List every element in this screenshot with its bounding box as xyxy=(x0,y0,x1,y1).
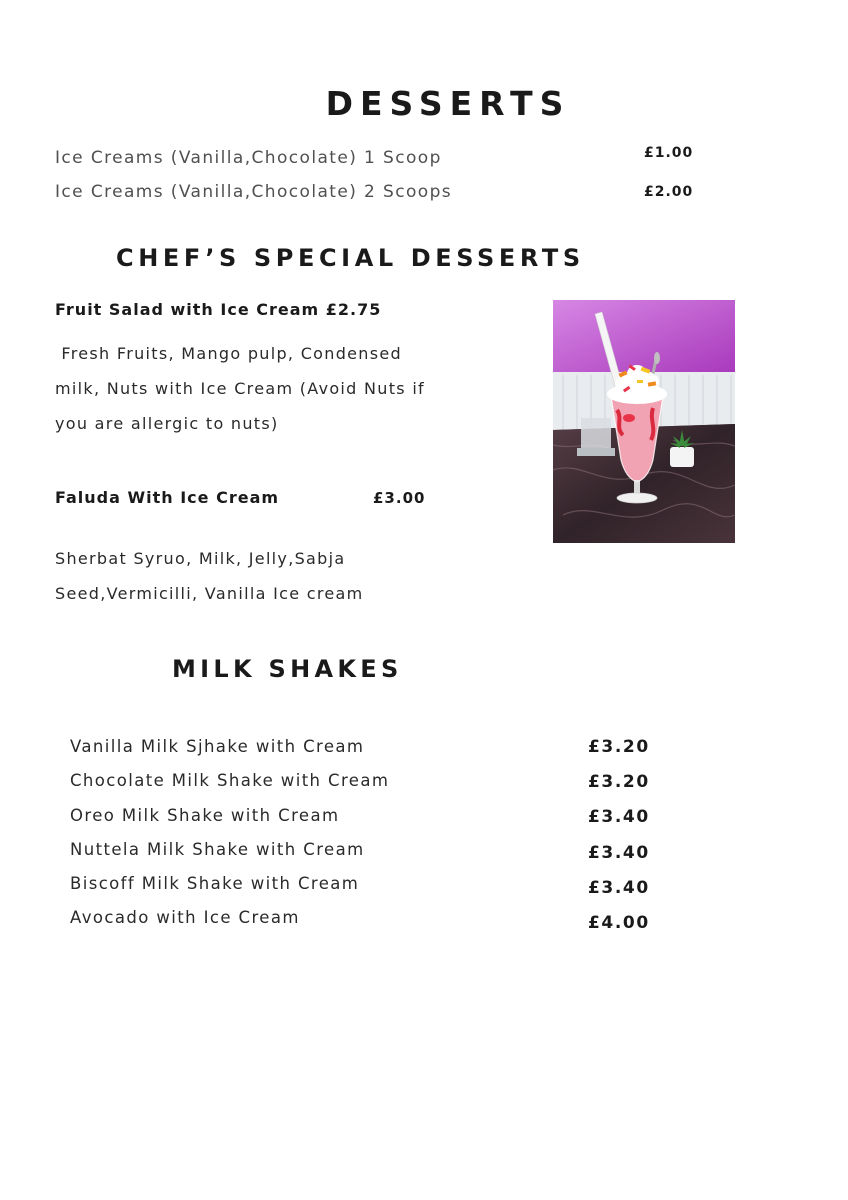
dessert-item-price: £2.00 xyxy=(644,184,694,200)
dessert-item-price: £1.00 xyxy=(644,145,694,161)
description-line: Seed,Vermicilli, Vanilla Ice cream xyxy=(55,584,364,603)
milkshake-name: Vanilla Milk Sjhake with Cream xyxy=(70,737,365,756)
milkshake-price: £3.20 xyxy=(588,772,650,792)
faluda-title: Faluda With Ice Cream xyxy=(55,488,280,507)
description-line: Sherbat Syruo, Milk, Jelly,Sabja xyxy=(55,549,346,568)
faluda-description xyxy=(55,541,485,611)
fruit-salad-description xyxy=(55,336,485,441)
milkshake-price: £3.40 xyxy=(588,843,650,863)
dessert-item-name: Ice Creams (Vanilla,Chocolate) 1 Scoop xyxy=(55,148,442,168)
milk-shakes-heading: MILK SHAKES xyxy=(172,655,403,683)
milkshake-price: £3.40 xyxy=(588,807,650,827)
milkshake-name: Oreo Milk Shake with Cream xyxy=(70,806,340,825)
milkshake-price: £3.40 xyxy=(588,878,650,898)
milkshake-price: £4.00 xyxy=(588,913,650,933)
milkshake-price: £3.20 xyxy=(588,737,650,757)
milkshake-photo-icon xyxy=(553,300,735,543)
description-line: milk, Nuts with Ice Cream (Avoid Nuts if xyxy=(55,379,425,398)
milkshake-photo xyxy=(553,300,735,543)
description-line: you are allergic to nuts) xyxy=(55,414,279,433)
description-line: Fresh Fruits, Mango pulp, Condensed xyxy=(55,344,402,363)
milkshake-name: Avocado with Ice Cream xyxy=(70,908,300,927)
desserts-heading: DESSERTS xyxy=(325,84,571,123)
milkshake-name: Biscoff Milk Shake with Cream xyxy=(70,874,360,893)
chef-special-heading: CHEF’S SPECIAL DESSERTS xyxy=(116,244,585,272)
dessert-item-name: Ice Creams (Vanilla,Chocolate) 2 Scoops xyxy=(55,182,453,202)
milkshake-name: Chocolate Milk Shake with Cream xyxy=(70,771,390,790)
fruit-salad-title: Fruit Salad with Ice Cream £2.75 xyxy=(55,300,382,319)
milkshake-name: Nuttela Milk Shake with Cream xyxy=(70,840,365,859)
faluda-price: £3.00 xyxy=(373,489,426,507)
